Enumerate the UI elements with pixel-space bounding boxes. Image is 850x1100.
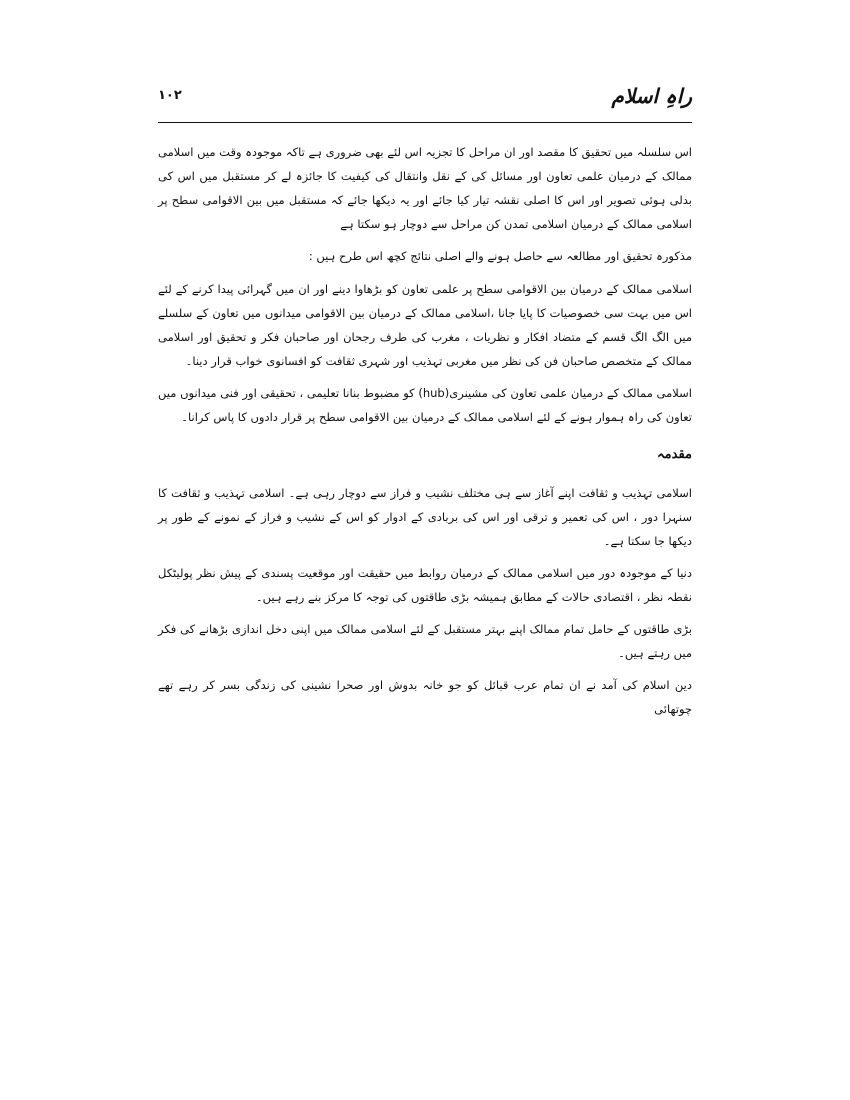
page-header (158, 82, 692, 112)
section-heading-introduction: مقدمہ (657, 447, 692, 462)
paragraph-results-intro: مذکورہ تحقیق اور مطالعہ سے حاصل ہونے والے اصلی نتائج کچھ اس طرح ہیں : (308, 249, 692, 263)
header-rule (158, 122, 692, 123)
paragraph-intro-4: دین اسلام کی آمد نے ان تمام عرب قبائل کو جو خانہ بدوش اور صحرا نشینی کی زندگی بسر کر رہے تھے چوتھائی (158, 678, 692, 716)
page-content (158, 140, 692, 729)
page-number: ۱۰۲ (158, 88, 182, 103)
paragraph-intro-1: اسلامی تہذیب و ثقافت اپنے آغاز سے ہی مختلف نشیب و فراز سے دوچار رہی ہے۔ اسلامی تہذیب و ثقافت کا سنہرا دور ، اس کی تعمیر و ترقی اور اس کی بربادی کے ادوار کو اس کے نشیب و فراز کے نمونے کے طور پر دیکھا جا سکتا ہے۔ (158, 486, 692, 548)
journal-title: راہِ اسلام (611, 84, 692, 108)
paragraph-intro-2: دنیا کے موجودہ دور میں اسلامی ممالک کے درمیان روابط میں حقیقت اور موقعیت پسندی کے پیش نظر پولیٹکل نقطہ نظر ، اقتصادی حالات کے مطابق ہمیشہ بڑی طاقتوں کی توجہ کا مرکز بنے رہے ہیں۔ (158, 566, 692, 604)
paragraph-intro-3: بڑی طاقتوں کے حامل تمام ممالک اپنے بہتر مستقبل کے لئے اسلامی ممالک میں اپنی دخل اندازی بڑھانے کی فکر میں رہتے ہیں۔ (158, 622, 692, 660)
paragraph-result-2: اسلامی ممالک کے درمیان علمی تعاون کی مشینری(hub) کو مضبوط بنانا تعلیمی ، تحقیقی اور فنی میدانوں میں تعاون کی راہ ہموار ہونے کے لئے اسلامی ممالک کے درمیان بین الاقوامی سطح پر قرار دادوں کا پاس کرانا۔ (158, 386, 692, 424)
paragraph-research-purpose: اس سلسلہ میں تحقیق کا مقصد اور ان مراحل کا تجزیہ اس لئے بھی ضروری ہے تاکہ موجودہ وقت میں اسلامی ممالک کے درمیان علمی تعاون اور مسائل کی کے نقل وانتقال کی کیفیت کا جائزہ لے کر مستقبل میں اس کی بدلی ہوئی تصویر اور اس کا اصلی نقشہ تیار کیا جائے اور یہ دیکھا جائے کہ مستقبل میں بین الاقوامی سطح پر اسلامی ممالک کے درمیان اسلامی تمدن کن مراحل سے دوچار ہو سکتا ہے (158, 145, 692, 231)
paragraph-result-1: اسلامی ممالک کے درمیان بین الاقوامی سطح پر علمی تعاون کو بڑھاوا دینے اور ان میں گہرائی پیدا کرنے کے لئے اس میں بہت سی خصوصیات کا پایا جانا ،اسلامی ممالک کے درمیان بین الاقوامی میدانوں میں تعاون کے سلسلے میں الگ الگ قسم کے متضاد افکار و نظریات ، مغرب کی طرف رجحان اور صاحبان فکر و تحقیق اور اسلامی ممالک کے متخصص صاحبان فن کی نظر میں مغربی تہذیب اور شہری ثقافت کو افسانوی خواب قرار دینا۔ (158, 282, 692, 368)
